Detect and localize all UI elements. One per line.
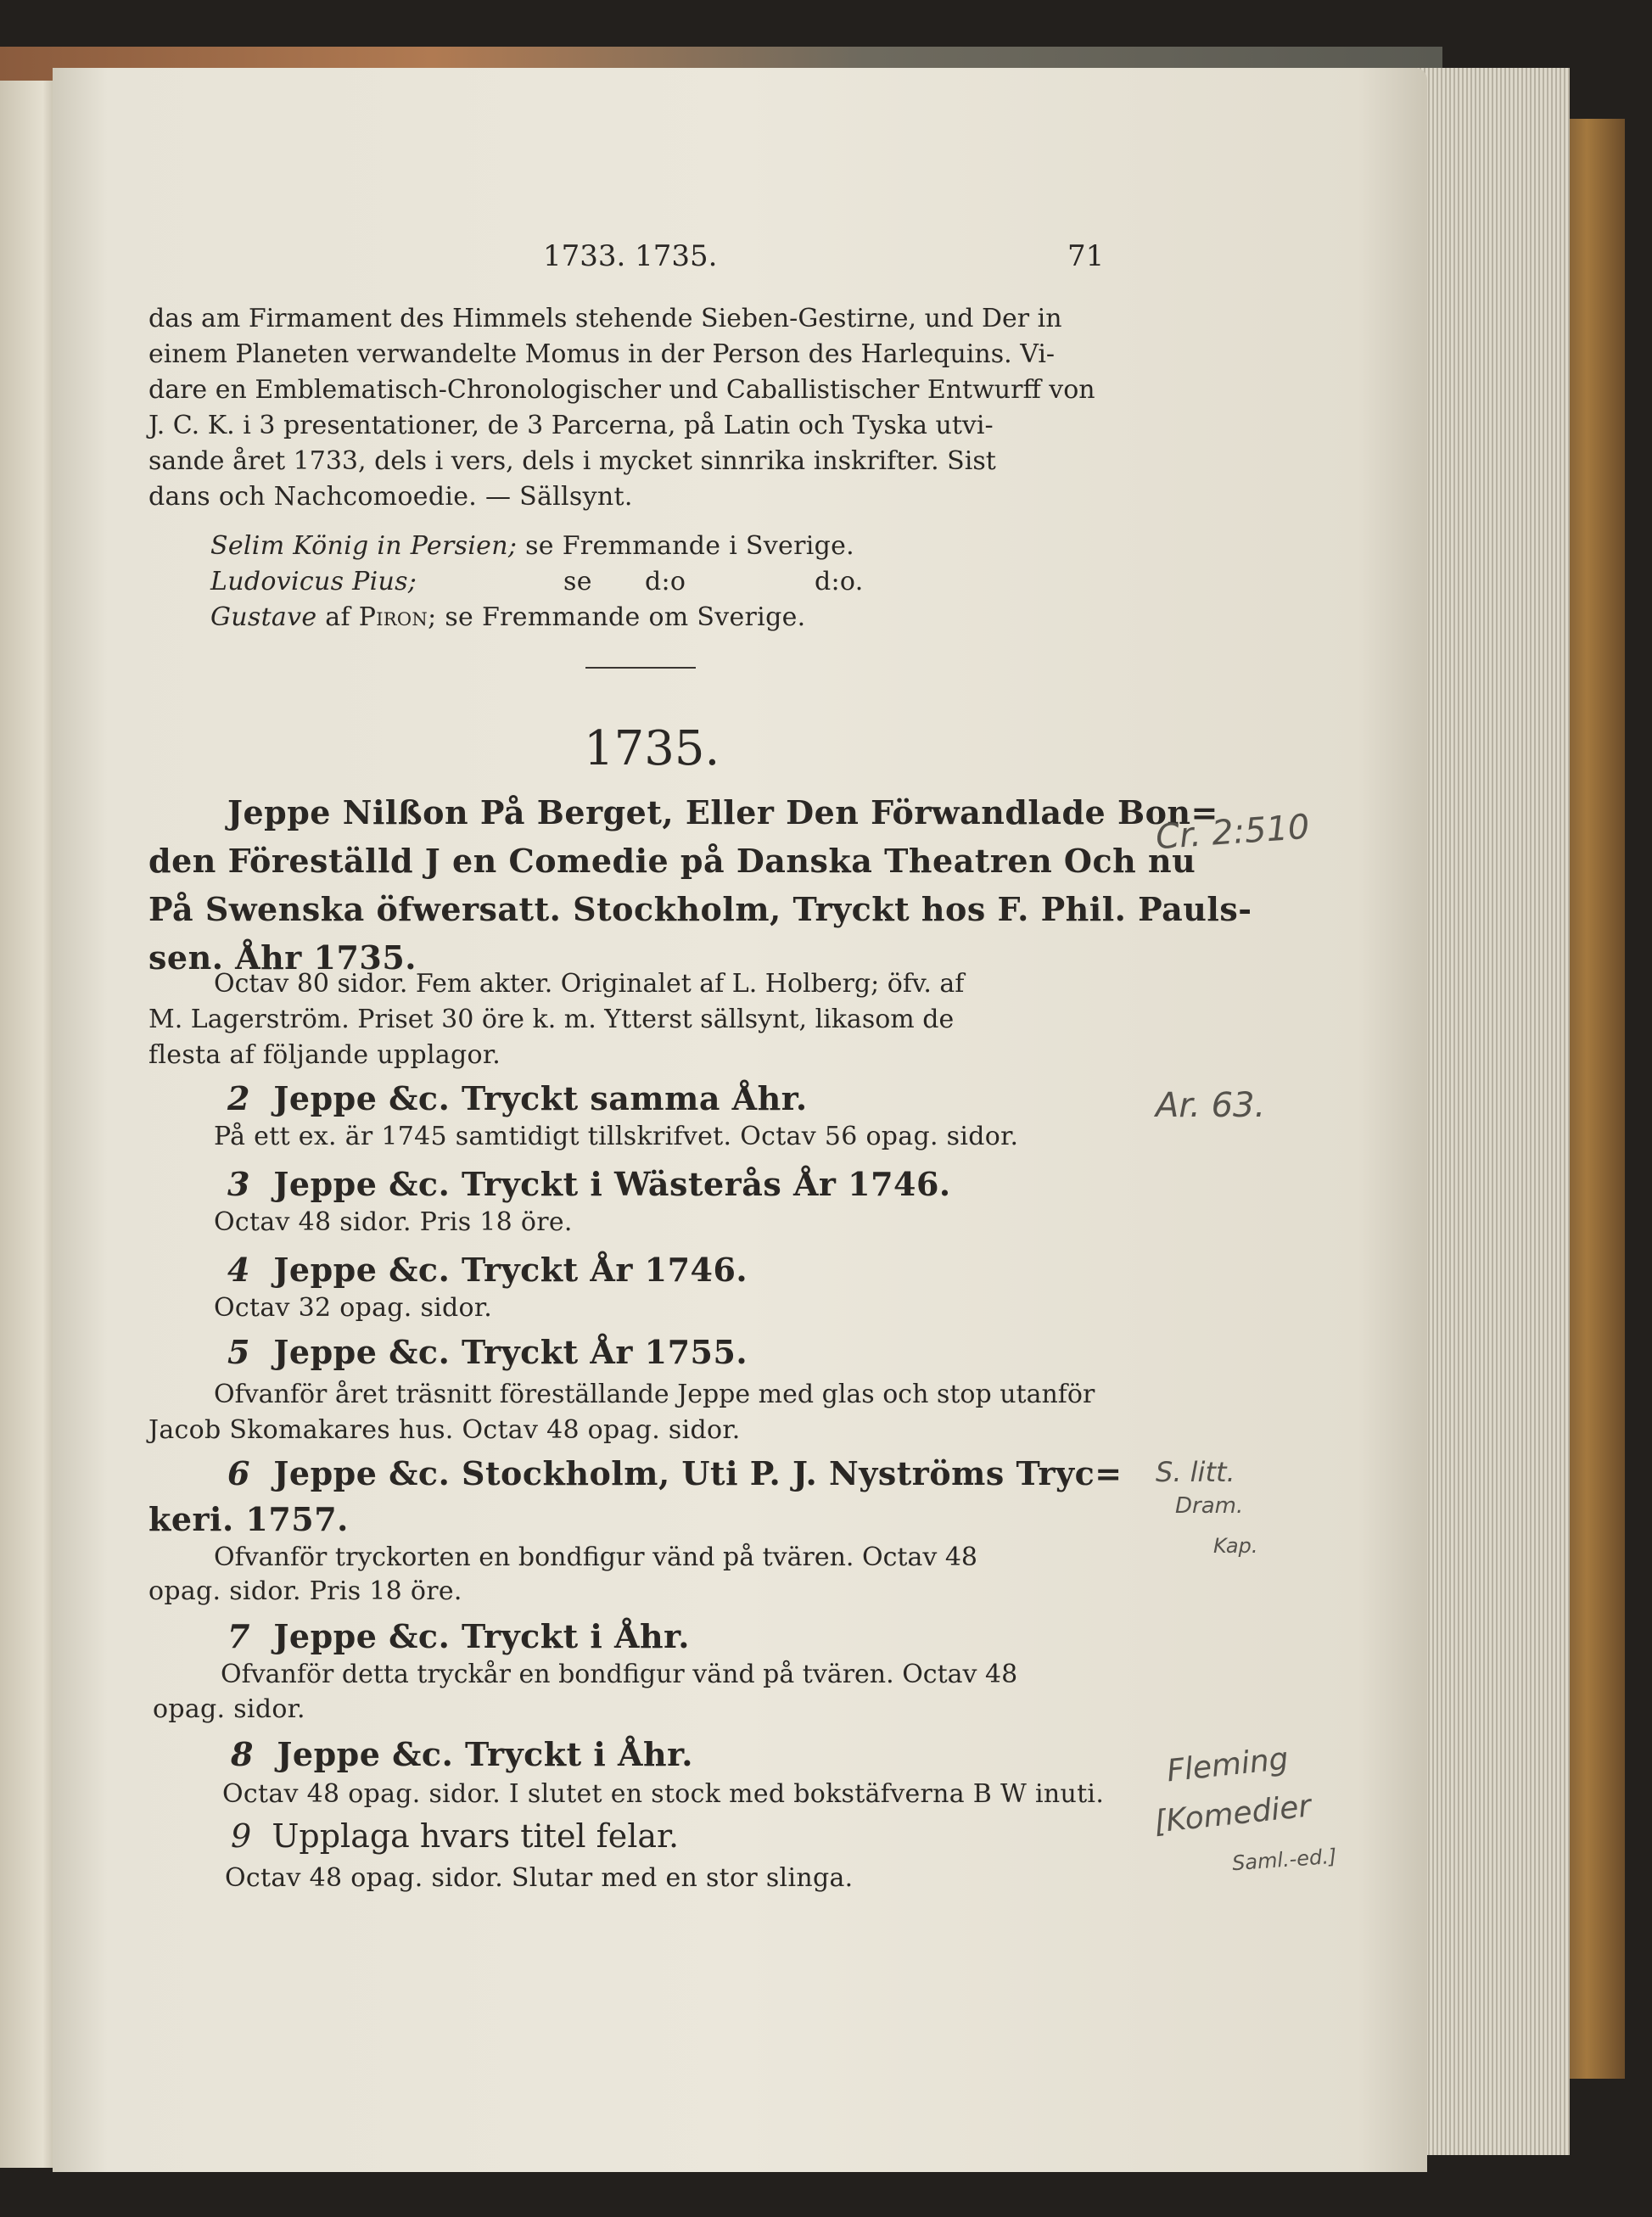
edition-desc: På ett ex. är 1745 samtidigt tillskrifvet. Octav 56 opag. sidor.: [214, 1122, 1019, 1151]
edition-title: 8 Jeppe &c. Tryckt i Åhr.: [231, 1735, 693, 1773]
cross-ref-prefix: af: [325, 602, 350, 632]
margin-note: S. litt.: [1156, 1456, 1235, 1488]
section-year: 1735.: [584, 721, 720, 776]
main-title-line: På Swenska öfwersatt. Stockholm, Tryckt hos F. Phil. Pauls-: [148, 890, 1252, 928]
edition-title: 6 Jeppe &c. Stockholm, Uti P. J. Nyströms Tryc=: [227, 1454, 1123, 1492]
desc-line: Octav 80 sidor. Fem akter. Originalet af L. Holberg; öfv. af: [214, 969, 965, 999]
desc-line: flesta af följande upplagor.: [148, 1040, 501, 1070]
page-edges: [1408, 68, 1570, 2155]
edition-desc: Octav 48 opag. sidor. Slutar med en stor slinga.: [225, 1863, 854, 1893]
cross-ref-text: ; se Fremmande om Sverige.: [428, 602, 806, 632]
edition-title: 5 Jeppe &c. Tryckt År 1755.: [227, 1333, 748, 1371]
desc-line: M. Lagerström. Priset 30 öre k. m. Ytterst sällsynt, likasom de: [148, 1005, 955, 1034]
book-cover-edge: [1561, 119, 1625, 2079]
edition-title: 2 Jeppe &c. Tryckt samma Åhr.: [227, 1079, 808, 1117]
margin-note: Saml.-ed.]: [1231, 1844, 1338, 1876]
margin-note: [Komedier: [1152, 1789, 1313, 1840]
cross-ref-title: Ludovicus Pius;: [210, 567, 417, 596]
main-title-line: Jeppe Nilßon På Berget, Eller Den Förwandlade Bon=: [227, 793, 1218, 831]
edition-title: 3 Jeppe &c. Tryckt i Wästerås År 1746.: [227, 1165, 951, 1203]
edition-desc: Octav 48 opag. sidor. I slutet en stock med bokstäfverna B W inuti.: [222, 1779, 1105, 1809]
edition-desc: Octav 48 sidor. Pris 18 öre.: [214, 1207, 573, 1237]
edition-desc: opag. sidor.: [153, 1694, 305, 1724]
edition-title: 7 Jeppe &c. Tryckt i Åhr.: [227, 1617, 690, 1655]
cross-ref-col: d:o: [645, 567, 686, 596]
cross-ref-title: Gustave: [210, 602, 317, 632]
margin-note: Ar. 63.: [1156, 1086, 1266, 1125]
section-divider: [585, 667, 696, 669]
main-title-line: den Föreställd J en Comedie på Danska Theatren Och nu: [148, 842, 1196, 880]
cross-ref: [210, 531, 854, 561]
intro-line: dans och Nachcomoedie. — Sällsynt.: [148, 482, 633, 512]
intro-line: J. C. K. i 3 presentationer, de 3 Parcerna, på Latin och Tyska utvi-: [148, 411, 994, 440]
running-head-years: 1733. 1735.: [543, 239, 718, 273]
cross-ref-title: Selim König in Persien;: [210, 531, 518, 561]
cross-ref-col: se: [563, 567, 592, 596]
edition-desc: Ofvanför året träsnitt föreställande Jeppe med glas och stop utanför: [214, 1380, 1095, 1409]
edition-title-cont: keri. 1757.: [148, 1500, 349, 1538]
margin-note: Fleming: [1165, 1741, 1291, 1789]
page-number: 71: [1067, 239, 1105, 273]
cross-ref-author: Piron: [358, 602, 428, 632]
edition-desc: Ofvanför detta tryckår en bondfigur vänd på tvären. Octav 48: [221, 1660, 1018, 1689]
cross-ref-col: d:o.: [815, 567, 864, 596]
edition-desc: Octav 32 opag. sidor.: [214, 1293, 493, 1323]
edition-desc: Jacob Skomakares hus. Octav 48 opag. sidor.: [148, 1415, 741, 1445]
intro-line: sande året 1733, dels i vers, dels i mycket sinnrika inskrifter. Sist: [148, 446, 996, 476]
margin-note: Cr. 2:510: [1154, 807, 1311, 858]
cross-ref: [210, 602, 805, 632]
margin-note: Kap.: [1213, 1534, 1258, 1558]
intro-line: das am Firmament des Himmels stehende Sieben-Gestirne, und Der in: [148, 304, 1062, 333]
intro-line: einem Planeten verwandelte Momus in der Person des Harlequins. Vi-: [148, 339, 1056, 369]
margin-note: Dram.: [1175, 1493, 1244, 1519]
main-title-line: sen. Åhr 1735.: [148, 938, 417, 977]
edition-title: 9 Upplaga hvars titel felar.: [231, 1817, 680, 1855]
edition-desc: Ofvanför tryckorten en bondfigur vänd på tvären. Octav 48: [214, 1542, 977, 1572]
intro-line: dare en Emblematisch-Chronologischer und Caballistischer Entwurff von: [148, 375, 1095, 405]
edition-title: 4 Jeppe &c. Tryckt År 1746.: [227, 1251, 748, 1289]
edition-desc: opag. sidor. Pris 18 öre.: [148, 1576, 462, 1606]
cross-ref-text: se Fremmande i Sverige.: [525, 531, 855, 561]
